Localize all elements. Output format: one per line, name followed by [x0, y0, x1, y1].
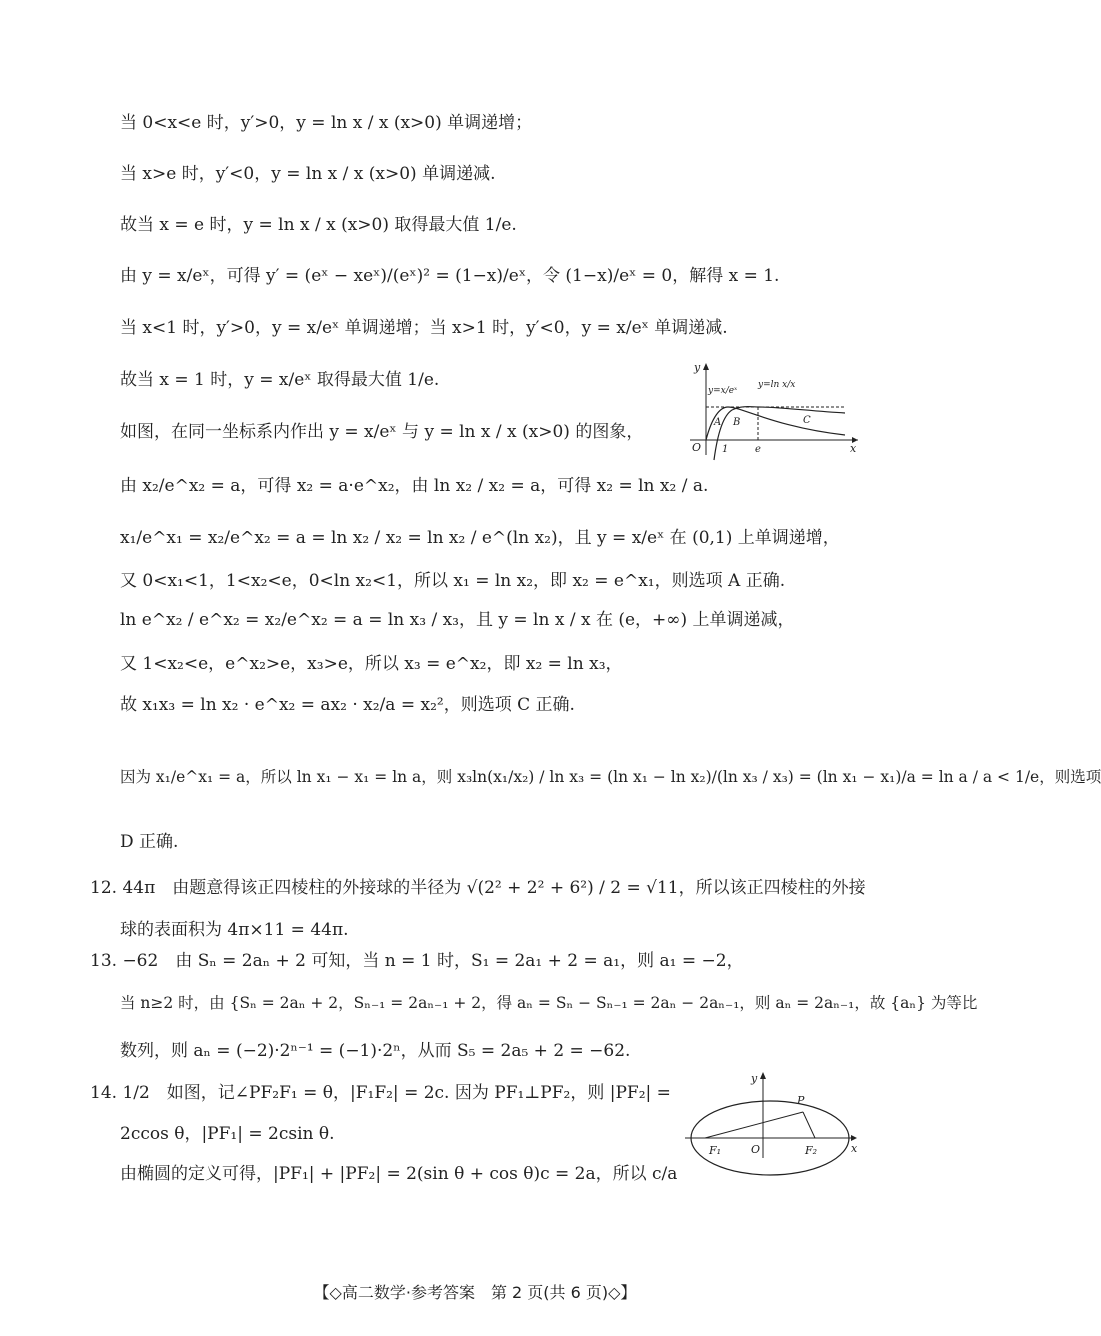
segment-pf2	[803, 1112, 815, 1138]
curve1-label: y=x/eˣ	[708, 386, 738, 396]
text-line: 故当 x = 1 时，y = x/eˣ 取得最大值 1/e.	[120, 370, 440, 390]
text-line: 由 y = x/eˣ，可得 y′ = (eˣ − xeˣ)/(eˣ)² = (1−x)/eˣ，令 (1−x)/eˣ = 0，解得 x = 1.	[120, 266, 780, 286]
text-line: 由椭圆的定义可得，|PF₁| + |PF₂| = 2(sin θ + cos θ)c = 2a，所以 c/a	[120, 1164, 678, 1184]
text-line: 如图，在同一坐标系内作出 y = x/eˣ 与 y = ln x / x (x>0) 的图象，	[120, 422, 644, 442]
text-line: ln e^x₂ / e^x₂ = x₂/e^x₂ = a = ln x₃ / x₃，且 y = ln x / x 在 (e，+∞) 上单调递减，	[120, 610, 795, 630]
point-b-label: B	[733, 417, 741, 428]
text-line: 2ccos θ，|PF₁| = 2csin θ.	[120, 1124, 335, 1144]
point-p-label: P	[797, 1094, 805, 1107]
text-line: 故当 x = e 时，y = ln x / x (x>0) 取得最大值 1/e.	[120, 215, 517, 235]
text-line: 因为 x₁/e^x₁ = a，所以 ln x₁ − x₁ = ln a，则 x₃ln(x₁/x₂) / ln x₃ = (ln x₁ − ln x₂)/(ln x₃ / x₃) = (ln x₁ − x₁)/a = ln a / a < 1/e，则选项	[120, 768, 1101, 786]
text-line: D 正确.	[120, 832, 179, 852]
curve-ln-x-over-x	[714, 407, 845, 460]
text-line: x₁/e^x₁ = x₂/e^x₂ = a = ln x₂ / x₂ = ln x₂ / e^(ln x₂)，且 y = x/eˣ 在 (0,1) 上单调递增，	[120, 528, 840, 548]
point-c-label: C	[803, 415, 811, 426]
text-line: 又 0<x₁<1，1<x₂<e，0<ln x₂<1，所以 x₁ = ln x₂，即 x₂ = e^x₁，则选项 A 正确.	[120, 571, 786, 591]
ellipse-figure	[683, 1068, 863, 1163]
text-line: 故 x₁x₃ = ln x₂ · e^x₂ = ax₂ · x₂/a = x₂²，则选项 C 正确.	[120, 695, 575, 715]
point-a-label: A	[714, 417, 722, 428]
page-footer: 【◇高二数学·参考答案 第 2 页(共 6 页)◇】	[313, 1283, 637, 1302]
origin-label: O	[692, 441, 702, 454]
y-axis-label: y	[694, 361, 701, 374]
curve2-label: y=ln x/x	[758, 380, 796, 390]
function-graph-figure	[680, 355, 865, 465]
answer-14: 14. 1/2 如图，记∠PF₂F₁ = θ，|F₁F₂| = 2c. 因为 PF₁⊥PF₂，则 |PF₂| =	[90, 1083, 671, 1103]
y-axis-label: y	[751, 1072, 758, 1085]
text-line: 又 1<x₂<e，e^x₂>e，x₃>e，所以 x₃ = e^x₂，即 x₂ = ln x₃，	[120, 654, 623, 674]
x-axis-label: x	[851, 1142, 858, 1155]
text-line: 当 0<x<e 时，y′>0，y = ln x / x (x>0) 单调递增；	[120, 113, 533, 133]
y-axis-arrow	[703, 363, 709, 370]
focus-f1-label: F₁	[709, 1144, 722, 1157]
text-line: 由 x₂/e^x₂ = a，可得 x₂ = a·e^x₂，由 ln x₂ / x₂ = a，可得 x₂ = ln x₂ / a.	[120, 476, 709, 496]
x-axis-label: x	[850, 442, 857, 455]
answer-13: 13. −62 由 Sₙ = 2aₙ + 2 可知，当 n = 1 时，S₁ = 2a₁ + 2 = a₁，则 a₁ = −2，	[90, 951, 744, 971]
origin-label: O	[751, 1143, 761, 1156]
segment-pf1	[705, 1112, 803, 1138]
text-line: 当 x>e 时，y′<0，y = ln x / x (x>0) 单调递减.	[120, 164, 496, 184]
x-axis-arrow	[851, 1135, 857, 1141]
text-line: 数列，则 aₙ = (−2)·2ⁿ⁻¹ = (−1)·2ⁿ，从而 S₅ = 2a₅ + 2 = −62.	[120, 1041, 631, 1061]
text-line: 球的表面积为 4π×11 = 44π.	[120, 920, 349, 940]
tick-1-label: 1	[722, 444, 729, 455]
answer-12: 12. 44π 由题意得该正四棱柱的外接球的半径为 √(2² + 2² + 6²) / 2 = √11，所以该正四棱柱的外接	[90, 878, 866, 898]
tick-e-label: e	[755, 444, 761, 455]
y-axis-arrow	[760, 1072, 766, 1079]
text-line: 当 x<1 时，y′>0，y = x/eˣ 单调递增；当 x>1 时，y′<0，y = x/eˣ 单调递减.	[120, 318, 728, 338]
text-line: 当 n≥2 时，由 {Sₙ = 2aₙ + 2，Sₙ₋₁ = 2aₙ₋₁ + 2，得 aₙ = Sₙ − Sₙ₋₁ = 2aₙ − 2aₙ₋₁，则 aₙ = 2aₙ₋₁，故 {aₙ} 为等比	[120, 994, 978, 1012]
focus-f2-label: F₂	[805, 1144, 818, 1157]
